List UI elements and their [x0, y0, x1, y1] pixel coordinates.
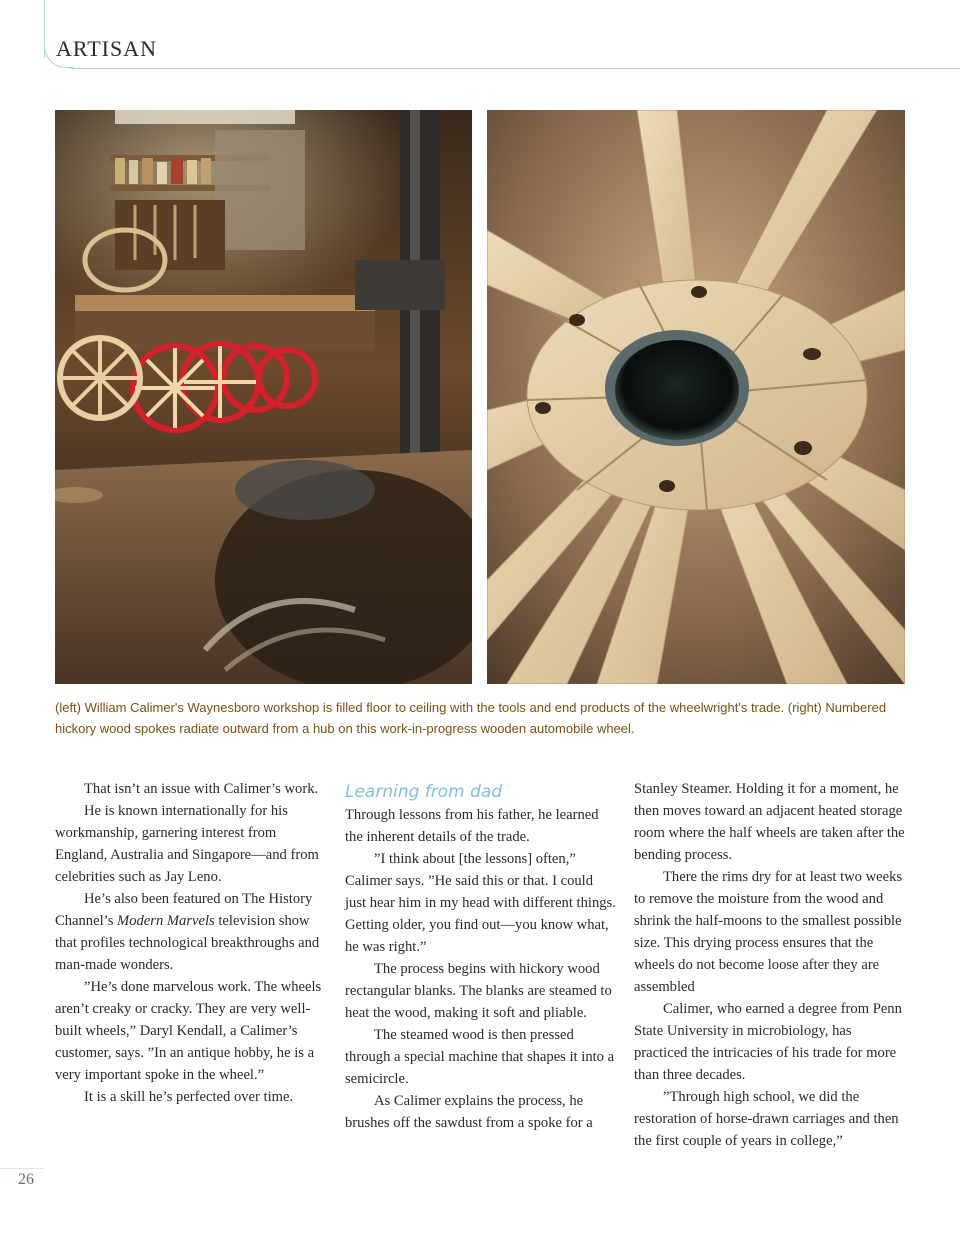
section-title: ARTISAN: [56, 36, 158, 61]
article-column-1: [55, 778, 327, 1108]
show-title: Modern Marvels: [117, 913, 215, 929]
footer-rule: [0, 1168, 44, 1169]
page-number: 26: [18, 1171, 34, 1188]
header-rule-horizontal: [70, 68, 960, 69]
paragraph: The process begins with hickory wood rectangular blanks. The blanks are steamed to heat the wood, making it soft and pliable.: [345, 961, 612, 1021]
wheel-hub-photo: [487, 110, 905, 684]
workshop-photo: [55, 110, 472, 684]
paragraph: The steamed wood is then pressed through a special machine that shapes it into a semicircle.: [345, 1027, 615, 1087]
paragraph-text: He’s also been featured on The History Channel’s: [55, 891, 313, 929]
paragraph: It is a skill he’s perfected over time.: [84, 1089, 294, 1105]
paragraph: ”I think about [the lessons] often,” Calimer says. ”He said this or that. I could just hear him in my head with different things. Getting older, you find out—you know what, he was right.”: [345, 851, 616, 955]
paragraph-text: television show that profiles technological breakthroughs and man-made wonders.: [55, 913, 320, 973]
article-column-2: [345, 780, 617, 1134]
photo-caption: (left) William Calimer's Waynesboro workshop is filled floor to ceiling with the tools and end products of the wheelwright's trade. (right) Numbered hickory wood spokes radiate outward from a hub on this work-in-progress wooden automobile wheel.: [55, 700, 887, 736]
paragraph: ”He’s done marvelous work. The wheels aren’t creaky or cracky. They are very well-built wheels,” Daryl Kendall, a Calimer’s customer, says. ”In an antique hobby, he is a very important spoke in the wheel.”: [55, 979, 322, 1083]
paragraph: Stanley Steamer. Holding it for a moment, he then moves toward an adjacent heated storage room where the half wheels are taken after the bending process.: [634, 781, 905, 863]
paragraph: He is known internationally for his workmanship, garnering interest from England, Australia and Singapore—and from celebrities such as Jay Leno.: [55, 803, 319, 885]
paragraph: Calimer, who earned a degree from Penn State University in microbiology, has practiced the intricacies of his trade for more than three decades.: [634, 1001, 902, 1083]
paragraph: [55, 888, 327, 976]
subheading: Learning from dad: [345, 782, 503, 802]
paragraph: ”Through high school, we did the restoration of horse-drawn carriages and then the first couple of years in college,”: [634, 1089, 899, 1149]
paragraph: As Calimer explains the process, he brushes off the sawdust from a spoke for a: [345, 1093, 593, 1131]
paragraph: There the rims dry for at least two weeks to remove the moisture from the wood and shrink the half-moons to the smallest possible size. This drying process ensures that the wheels do not become loose after they are assembled: [634, 869, 903, 995]
paragraph: Through lessons from his father, he learned the inherent details of the trade.: [345, 807, 599, 845]
paragraph: That isn’t an issue with Calimer’s work.: [84, 781, 319, 797]
article-column-3: [634, 778, 906, 1152]
